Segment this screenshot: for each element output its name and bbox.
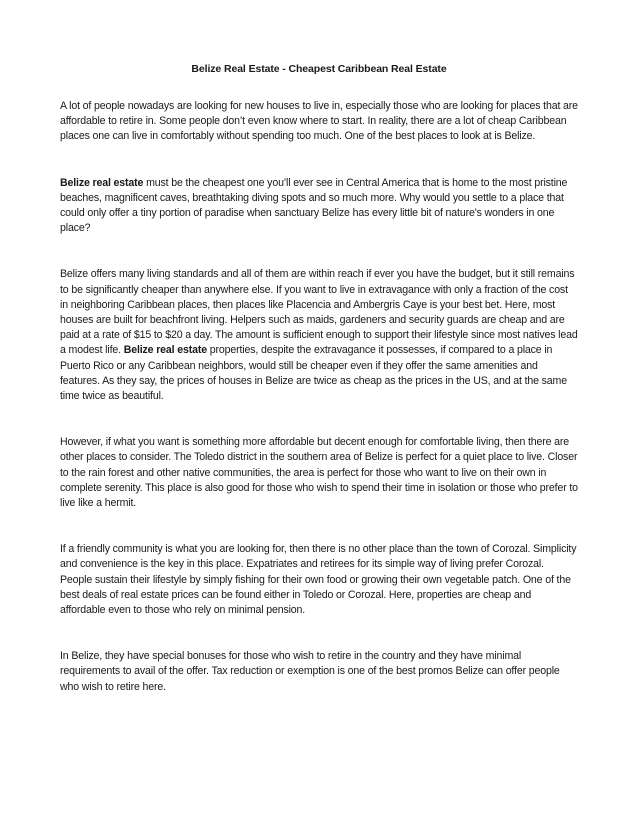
paragraph-3 bbox=[60, 267, 578, 404]
paragraph-1 bbox=[60, 99, 578, 145]
paragraph-text: properties, despite the extravagance it possesses, if compared to a place in Puerto Rico or any Caribbean neighbors, would still be cheaper even if they offer the same amenities and features. As they say, the prices of houses in Belize are twice as cheap as the prices in the US, and at the same time twice as beautiful. bbox=[60, 344, 567, 403]
paragraph-2 bbox=[60, 176, 578, 237]
paragraph-text: If a friendly community is what you are looking for, then there is no other place than the town of Corozal. Simplicity and convenience is the key in this place. Expatriates and retirees for its simple way of living prefer Corozal. People sustain their lifestyle by simply fishing for their own food or growing their own vegetable patch. One of the best deals of real estate prices can be found either in Toledo or Corozal. Here, properties are cheap and affordable even to those who rely on minimal pension. bbox=[60, 543, 577, 617]
paragraph-text: However, if what you want is something more affordable but decent enough for comfortable living, then there are other places to consider. The Toledo district in the southern area of Belize is perfect for a quiet place to live. Closer to the rain forest and other native communities, the area is perfect for those who want to live on their own in complete serenity. This place is also good for those who wish to spend their time in isolation or those who prefer to live like a hermit. bbox=[60, 436, 578, 510]
paragraph-text: A lot of people nowadays are looking for new houses to live in, especially those who are looking for places that are affordable to retire in. Some people don’t even know where to start. In reality, there are a lot of cheap Caribbean places one can live in comfortably without spending too much. One of the best places to look at is Belize. bbox=[60, 100, 578, 143]
paragraph-6 bbox=[60, 649, 578, 695]
paragraph-text: Belize offers many living standards and all of them are within reach if ever you have the budget, but it still remains to be significantly cheaper than anywhere else. If you want to live in extravagance with only a fraction of the cost in neighboring Caribbean places, then places like Placencia and Ambergris Caye is your best bet. Here, most houses are built for beachfront living. Helpers such as maids, gardeners and security guards are cheap and are paid at a rate of $15 to $20 a day. The amount is sufficient enough to support their lifestyle since most natives lead a modest life. bbox=[60, 268, 578, 357]
bold-keyword: Belize real estate bbox=[123, 344, 207, 357]
paragraph-5 bbox=[60, 542, 578, 618]
paragraph-text: must be the cheapest one you’ll ever see in Central America that is home to the most pristine beaches, magnificent caves, breathtaking diving spots and so much more. Why would you settle to a place that could only offer a tiny portion of paradise when sanctuary Belize has every little bit of nature's wonders in one place? bbox=[60, 176, 568, 235]
paragraph-text: In Belize, they have special bonuses for those who wish to retire in the country and they have minimal requirements to avail of the offer. Tax reduction or exemption is one of the best promos Belize can offer people who wish to retire here. bbox=[60, 650, 560, 693]
paragraph-4 bbox=[60, 435, 578, 511]
document-title: Belize Real Estate - Cheapest Caribbean Real Estate bbox=[191, 63, 447, 75]
bold-keyword: Belize real estate bbox=[60, 176, 144, 189]
